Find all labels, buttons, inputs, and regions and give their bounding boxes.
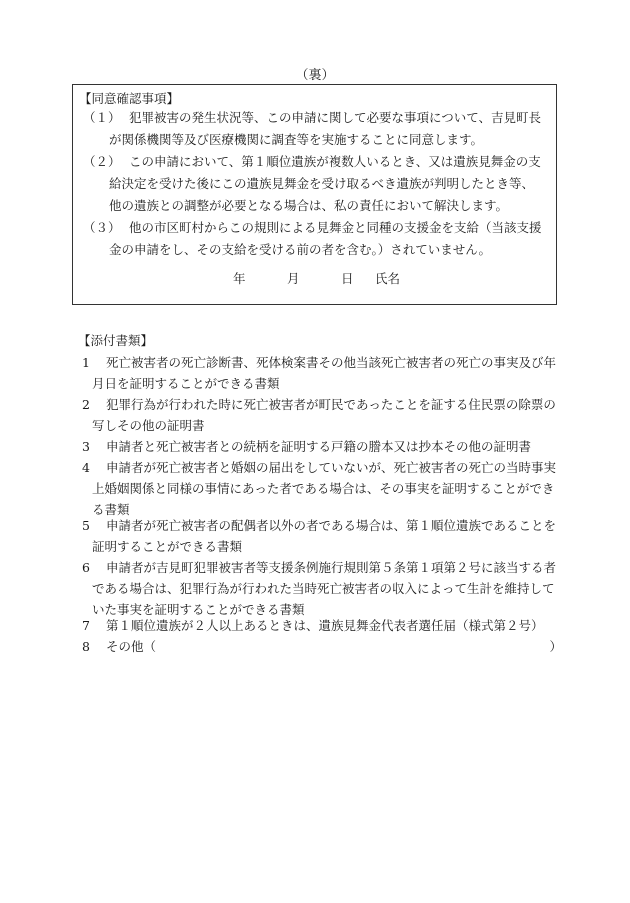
item-text: 申請者と死亡被害者との続柄を証明する戸籍の謄本又は抄本その他の証明書 [106, 439, 532, 454]
item-number: （２） [83, 154, 121, 169]
item-number: 8 [82, 639, 90, 654]
item-number: 5 [82, 518, 90, 533]
year-label: 年 [233, 271, 246, 286]
consent-box [72, 84, 557, 305]
item-text: 死亡被害者の死亡診断書、死体検案書その他当該死亡被害者の死亡の事実及び年 [106, 355, 557, 370]
attachments-title: 【添付書類】 [78, 333, 154, 348]
item-text: 上婚姻関係と同様の事情にあった者である場合は、その事実を証明することができ [92, 481, 555, 496]
consent-title: 【同意確認事項】 [79, 91, 180, 106]
item-number: （３） [83, 220, 121, 235]
attachment-item-4 [82, 457, 562, 520]
item-text: 申請者が吉見町犯罪被害者等支援条例施行規則第５条第１項第２号に該当する者 [106, 560, 557, 575]
month-label: 月 [287, 271, 300, 286]
item-text: いた事実を証明することができる書類 [92, 602, 305, 617]
item-number: 3 [82, 439, 90, 454]
consent-item-2 [83, 151, 553, 217]
attachment-item-2 [82, 394, 562, 436]
item-text: 月日を証明することができる書類 [92, 376, 280, 391]
item-number: （１） [83, 110, 121, 125]
item-text: 犯罪行為が行われた時に死亡被害者が町民であったことを証する住民票の除票の [106, 397, 556, 412]
attachment-item-8 [82, 636, 562, 657]
attachment-item-5 [82, 515, 562, 557]
item-text: る書類 [92, 502, 130, 517]
item-text: 写しその他の証明書 [92, 418, 205, 433]
item-text: 金の申請をし、その支給を受ける前の者を含む。）されていません。 [109, 242, 492, 257]
item-number: 1 [82, 355, 90, 370]
item-text: が関係機関等及び医療機関に調査等を実施することに同意します。 [109, 132, 484, 147]
item-text: である場合は、犯罪行為が行われた当時死亡被害者の収入によって生計を維持して [92, 581, 555, 596]
attachment-item-1 [82, 352, 562, 394]
name-label: 氏名 [375, 271, 401, 286]
item-text: 申請者が死亡被害者と婚姻の届出をしていないが、死亡被害者の死亡の当時事実 [106, 460, 557, 475]
item-number: 7 [82, 618, 90, 633]
attachment-item-7 [82, 615, 562, 636]
item-text: 他の遺族との調整が必要となる場合は、私の責任において解決します。 [109, 198, 509, 213]
page-side-label: （裏） [295, 68, 335, 83]
day-label: 日 [341, 271, 354, 286]
consent-item-3 [83, 217, 553, 261]
item-number: 2 [82, 397, 90, 412]
item-text: 証明することができる書類 [92, 539, 243, 554]
consent-item-1 [83, 107, 553, 151]
attachment-item-3 [82, 436, 562, 457]
item-text: その他（ [106, 639, 157, 654]
item-text: 給決定を受けた後にこの遺族見舞金を受け取るべき遺族が判明したとき等、 [109, 176, 535, 191]
item-number: 6 [82, 560, 90, 575]
item-text: 申請者が死亡被害者の配偶者以外の者である場合は、第１順位遺族であることを [106, 518, 557, 533]
item-text: 犯罪被害の発生状況等、この申請に関して必要な事項について、吉見町長 [129, 110, 542, 125]
closing-paren: ） [549, 639, 562, 654]
item-text: 第１順位遺族が２人以上あるときは、遺族見舞金代表者選任届（様式第２号） [106, 618, 544, 633]
attachment-item-6 [82, 557, 562, 620]
item-number: 4 [82, 460, 90, 475]
item-text: この申請において、第１順位遺族が複数人いるとき、又は遺族見舞金の支 [129, 154, 541, 169]
item-text: 他の市区町村からこの規則による見舞金と同種の支援金を支給（当該支援 [129, 220, 542, 235]
